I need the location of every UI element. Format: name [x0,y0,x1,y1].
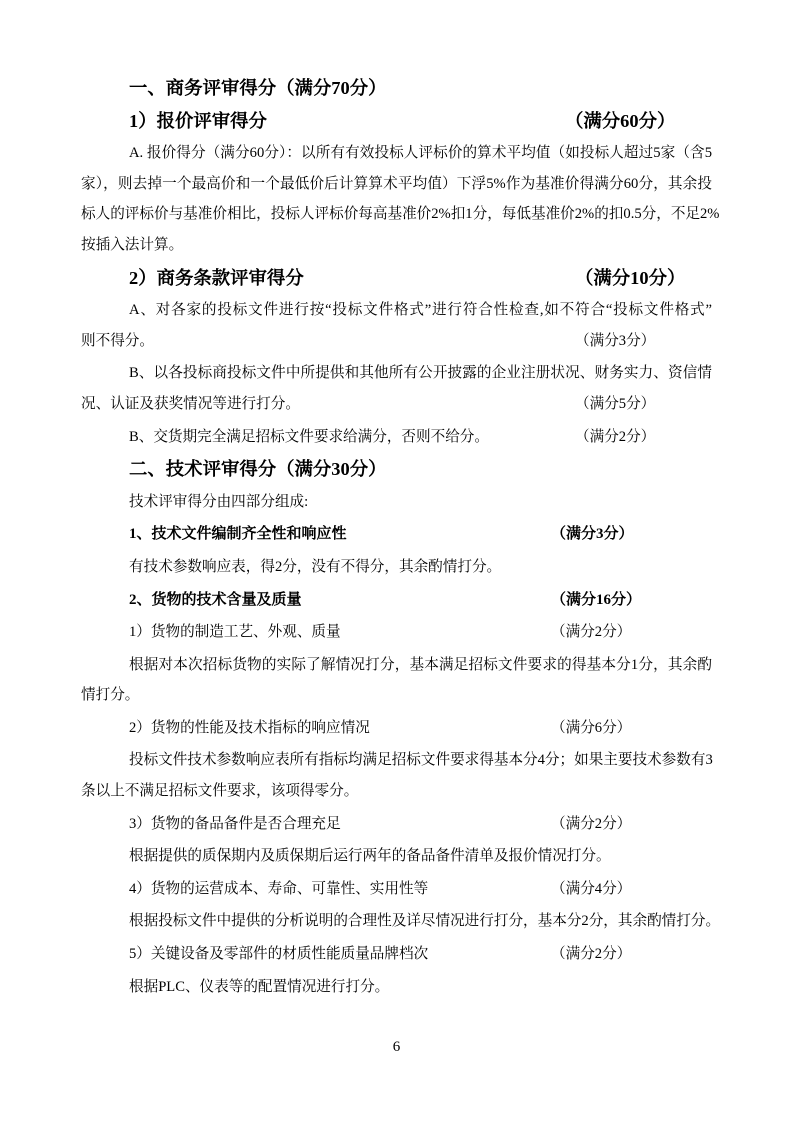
text-line [81,295,712,326]
line-text: 况、认证及获奖情况等进行打分。 [81,395,300,412]
text-line [81,680,712,711]
line-text: 按插入法计算。 [81,236,184,253]
max-score-label: （满分16分） [551,591,642,608]
line-text: 根据对本次招标货物的实际了解情况打分，基本满足招标文件要求的得基本分1分，其余酌 [129,656,712,673]
text-line [81,422,712,453]
line-text: 条以上不满足招标文件要求，该项得零分。 [81,783,359,800]
text-line [81,169,712,200]
text-line [81,650,712,681]
section-heading-line [81,263,712,294]
text-line [81,230,712,261]
text-line [81,713,712,744]
line-text: 情打分。 [81,687,140,704]
section-heading-line [81,73,712,104]
line-text: A. 报价得分（满分60分）：以所有有效投标人评标价的算术平均值（如投标人超过5家（含5 [129,145,712,162]
text-line [81,809,712,840]
page-number: 6 [392,1039,401,1055]
text-line [81,972,712,1003]
max-score-label: （满分2分） [575,428,656,445]
line-text: 根据投标文件中提供的分析说明的合理性及详尽情况进行打分，基本分2分，其余酌情打分。 [129,913,721,930]
line-text: 标人的评标价与基准价相比，投标人评标价每高基准价2%扣1分，每低基准价2%的扣0.5分，不足2% [81,206,720,223]
text-line [81,906,721,937]
line-text: 投标文件技术参数响应表所有指标均满足招标文件要求得基本分4分；如果主要技术参数有3 [129,752,713,769]
text-line [81,841,712,872]
line-text: B、以各投标商投标文件中所提供和其他所有公开披露的企业注册状况、财务实力、资信情 [129,365,712,382]
line-text: 3）货物的备品备件是否合理充足 [129,815,341,832]
line-text: 5）关键设备及零部件的材质性能质量品牌档次 [129,946,429,963]
max-score-label: （满分6分） [551,719,632,736]
line-text: 二、技术评审得分（满分30分） [129,459,387,480]
line-text: 有技术参数响应表，得2分，没有不得分，其余酌情打分。 [129,558,502,575]
line-text: 技术评审得分由四部分组成: [129,493,309,510]
line-text: 4）货物的运营成本、寿命、可靠性、实用性等 [129,880,429,897]
text-line [81,776,712,807]
line-text: 则不得分。 [81,332,154,349]
text-line [81,138,712,169]
text-line [81,199,720,230]
document-content [81,71,721,1002]
line-text: 2）商务条款评审得分 [129,267,304,288]
line-text: 根据提供的质保期内及质保期后运行两年的备品备件清单及报价情况打分。 [129,848,611,865]
line-text: 2、货物的技术含量及质量 [129,591,302,608]
max-score-label: （满分60分） [565,110,676,131]
section-heading-line [81,106,712,137]
line-text: 家），则去掉一个最高价和一个最低价后计算算术平均值）下浮5%作为基准价得满分60分，其余投 [81,175,712,192]
section-heading-line [81,519,712,550]
max-score-label: （满分2分） [551,946,632,963]
text-line [81,487,712,518]
max-score-label: （满分4分） [551,880,632,897]
text-line [81,874,712,905]
line-text: A、对各家的投标文件进行按“投标文件格式”进行符合性检查,如不符合“投标文件格式” [129,302,712,319]
line-text: 2）货物的性能及技术指标的响应情况 [129,719,370,736]
section-heading-line [81,454,712,485]
text-line [81,745,712,776]
text-line [81,939,712,970]
max-score-label: （满分5分） [575,395,656,412]
line-text: 根据PLC、仪表等的配置情况进行打分。 [129,978,390,995]
line-text: 1）货物的制造工艺、外观、质量 [129,624,341,641]
line-text: 1）报价评审得分 [129,110,267,131]
max-score-label: （满分2分） [551,624,632,641]
text-line [81,358,712,389]
text-line [81,326,712,357]
section-heading-line [81,585,712,616]
max-score-label: （满分2分） [551,815,632,832]
text-line [81,552,712,583]
line-text: B、交货期完全满足招标文件要求给满分，否则不给分。 [129,428,489,445]
line-text: 1、技术文件编制齐全性和响应性 [129,526,347,543]
max-score-label: （满分3分） [575,332,656,349]
line-text: 一、商务评审得分（满分70分） [129,78,387,98]
text-line [81,617,712,648]
max-score-label: （满分3分） [551,526,634,543]
max-score-label: （满分10分） [575,267,686,288]
text-line [81,389,712,420]
